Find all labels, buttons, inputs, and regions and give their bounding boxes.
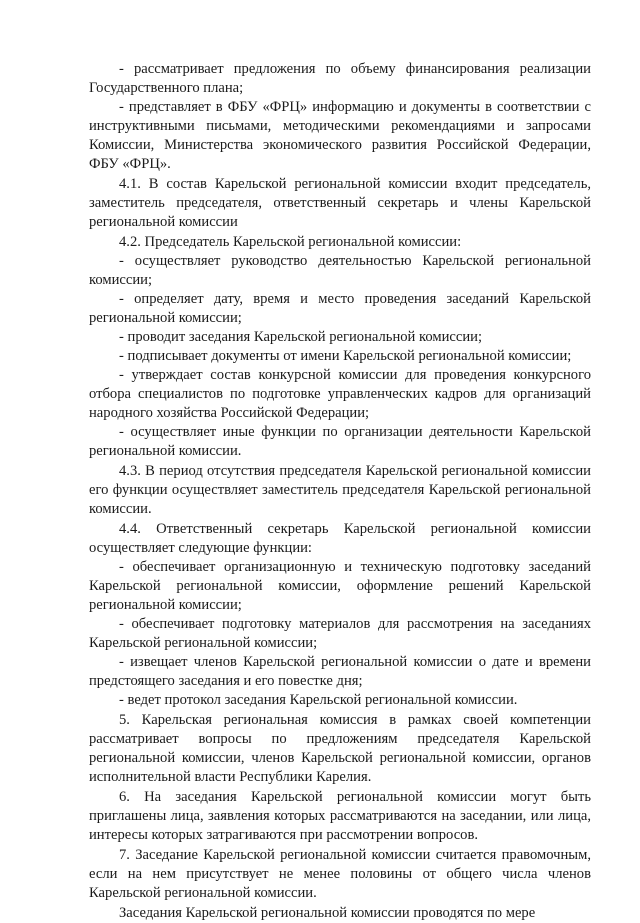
paragraph-secretary-materials: - обеспечивает подготовку материалов для рассмотрения на заседаниях Карельской региональной комиссии; bbox=[89, 616, 591, 651]
paragraph-chair-approves-composition: - утверждает состав конкурсной комиссии для проведения конкурсного отбора специалистов по подготовке управленческих кадров для организаций народного хозяйства Российской Федерации; bbox=[89, 367, 591, 421]
paragraph-meetings-held: Заседания Карельской региональной комиссии проводятся по мере bbox=[119, 905, 536, 921]
paragraph-secretary-notifies: - извещает членов Карельской региональной комиссии о дате и времени предстоящего заседания и его повестке дня; bbox=[89, 654, 591, 689]
paragraph-submits-information: - представляет в ФБУ «ФРЦ» информацию и документы в соответствии с инструктивными письмами, методическими рекомендациями и запросами Комиссии, Министерства экономического развития Российской Федерации, ФБУ «ФРЦ». bbox=[89, 99, 591, 172]
paragraph-chair-signs-documents: - подписывает документы от имени Карельской региональной комиссии; bbox=[119, 348, 572, 364]
paragraph-chair-holds-meetings: - проводит заседания Карельской региональной комиссии; bbox=[119, 329, 483, 345]
paragraph-chair-other-functions: - осуществляет иные функции по организации деятельности Карельской региональной комиссии. bbox=[89, 424, 591, 459]
document-page bbox=[89, 60, 591, 923]
paragraph-6: 6. На заседания Карельской региональной комиссии могут быть приглашены лица, заявления которых рассматриваются на заседании, или лица, интересы которых затрагиваются при рассмотрении вопросов. bbox=[89, 789, 591, 843]
paragraph-chair-leadership: - осуществляет руководство деятельностью Карельской региональной комиссии; bbox=[89, 253, 591, 288]
paragraph-4-2: 4.2. Председатель Карельской региональной комиссии: bbox=[119, 234, 462, 250]
paragraph-4-1: 4.1. В состав Карельской региональной комиссии входит председатель, заместитель председателя, ответственный секретарь и члены Карельской региональной комиссии bbox=[89, 176, 591, 230]
paragraph-4-3: 4.3. В период отсутствия председателя Карельской региональной комиссии его функции осуществляет заместитель председателя Карельской региональной комиссии. bbox=[89, 463, 591, 517]
paragraph-7: 7. Заседание Карельской региональной комиссии считается правомочным, если на нем присутствует не менее половины от общего числа членов Карельской региональной комиссии. bbox=[89, 847, 591, 901]
paragraph-secretary-minutes: - ведет протокол заседания Карельской региональной комиссии. bbox=[119, 692, 518, 708]
paragraph-5: 5. Карельская региональная комиссия в рамках своей компетенции рассматривает вопросы по предложениям председателя Карельской региональной комиссии, членов Карельской региональной комиссии, органов исполнительной власти Республики Карелия. bbox=[89, 712, 591, 785]
paragraph-4-4: 4.4. Ответственный секретарь Карельской региональной комиссии осуществляет следующие функции: bbox=[89, 521, 591, 556]
paragraph-proposals-financing: - рассматривает предложения по объему финансирования реализации Государственного плана; bbox=[89, 61, 591, 96]
paragraph-chair-sets-date: - определяет дату, время и место проведения заседаний Карельской региональной комиссии; bbox=[89, 291, 591, 326]
paragraph-secretary-organizes: - обеспечивает организационную и техническую подготовку заседаний Карельской региональной комиссии, оформление решений Карельской региональной комиссии; bbox=[89, 559, 591, 613]
